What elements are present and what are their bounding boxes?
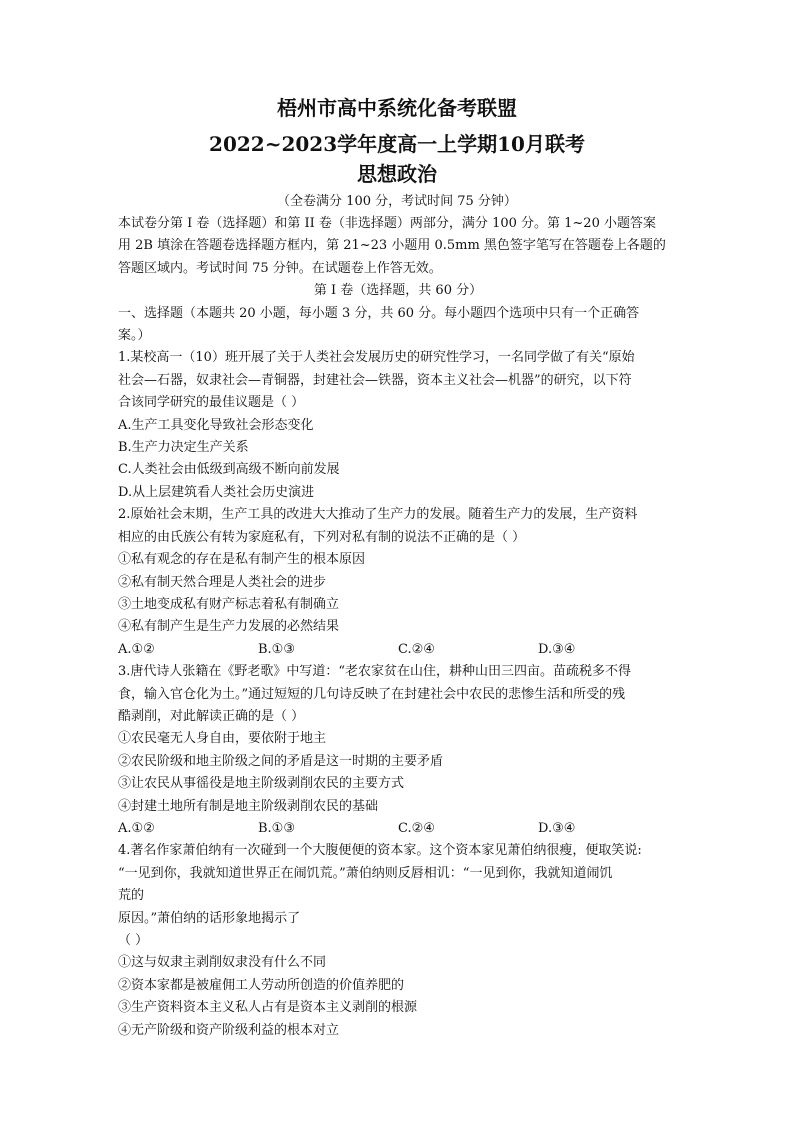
question-stem-line: 社会—石器，奴隶社会—青铜器，封建社会—铁器，资本主义社会—机器”的研究，以下符 (118, 372, 632, 388)
instructions (118, 213, 678, 280)
question-1 (118, 347, 678, 504)
question-stem-line: 荒的 (118, 888, 145, 904)
choice-b: B.①③ (258, 641, 295, 657)
question-stem-line: 相应的由氏族公有转为家庭私有，下列对私有制的说法不正确的是（ ） (118, 529, 526, 545)
question-stem-line: 1.某校高一（10）班开展了关于人类社会发展历史的研究性学习，一名同学做了有关“原始 (118, 350, 635, 366)
choice-c: C.②④ (398, 641, 435, 657)
score-time-note: （全卷满分 100 分，考试时间 75 分钟） (277, 194, 517, 209)
choice-c: C.②④ (398, 820, 435, 836)
exam-content (118, 213, 678, 1042)
statement-item: ②私有制天然合理是人类社会的进步 (118, 574, 327, 590)
part1-heading: 第 I 卷（选择题，共 60 分） (313, 283, 483, 299)
question-stem-line: 2.原始社会末期，生产工具的改进大大推动了生产力的发展。随着生产力的发展，生产资料 (118, 507, 638, 523)
question-stem-line: 合该同学研究的最佳议题是（ ） (118, 395, 305, 411)
question-2 (118, 504, 678, 661)
statement-item: ②农民阶级和地主阶级之间的矛盾是这一时期的主要矛盾 (118, 753, 444, 769)
section-heading-line: 案。） (118, 328, 151, 344)
statement-item: ①私有观念的存在是私有制产生的根本原因 (118, 552, 366, 568)
question-4 (118, 840, 678, 1042)
instruction-line: 用 2B 填涂在答题卷选择题方框内，第 21~23 小题用 0.5mm 黑色签字笔写在答题卷上各题的 (118, 238, 666, 254)
question-stem-line: 3.唐代诗人张籍在《野老歌》中写道：“老农家贫在山住，耕种山田三四亩。苗疏税多不得 (118, 664, 632, 680)
choice-d: D.③④ (538, 641, 576, 657)
choice-a: A.①② (118, 820, 155, 836)
option-a: A.生产工具变化导致社会形态变化 (118, 417, 314, 433)
instruction-line: 本试卷分第 I 卷（选择题）和第 II 卷（非选择题）两部分，满分 100 分。第 1~20 小题答案 (118, 216, 656, 231)
statement-item: ①这与奴隶主剥削奴隶没有什么不同 (118, 955, 327, 971)
question-stem-line: “一见到你，我就知道世界正在闹饥荒。”萧伯纳则反唇相讥：“一见到你，我就知道闹饥 (118, 865, 613, 881)
question-stem-line: （ ） (118, 933, 149, 948)
statement-item: ③生产资料资本主义私人占有是资本主义剥削的根源 (118, 1000, 418, 1016)
option-d: D.从上层建筑看人类社会历史演进 (118, 484, 315, 500)
instruction-line: 答题区域内。考试时间 75 分钟。在试题卷上作答无效。 (118, 260, 442, 276)
alliance-title: 梧州市高中系统化备考联盟 (277, 96, 517, 120)
statement-item: ④封建土地所有制是地主阶级剥削农民的基础 (118, 798, 379, 814)
section-heading-line: 一、选择题（本题共 20 小题，每小题 3 分，共 60 分。每小题四个选项中只有一个正确答 (118, 305, 640, 321)
option-b: B.生产力决定生产关系 (118, 440, 249, 456)
choice-b: B.①③ (258, 820, 295, 836)
question-stem-line: 原因。”萧伯纳的话形象地揭示了 (118, 910, 301, 926)
statement-item: ④私有制产生是生产力发展的必然结果 (118, 619, 340, 635)
subject-title: 思想政治 (357, 162, 437, 186)
section-heading (118, 303, 678, 348)
exam-title: 2022~2023学年度高一上学期10月联考 (209, 132, 585, 156)
question-stem-line: 4.著名作家萧伯纳有一次碰到一个大腹便便的资本家。这个资本家见萧伯纳很瘦，便取笑说: (118, 843, 642, 859)
statement-item: ①农民毫无人身自由，要依附于地主 (118, 731, 327, 747)
statement-item: ②资本家都是被雇佣工人劳动所创造的价值养肥的 (118, 977, 405, 993)
statement-item: ③土地变成私有财产标志着私有制确立 (118, 596, 340, 612)
question-stem-line: 食，输入官仓化为土。”通过短短的几句诗反映了在封建社会中农民的悲惨生活和所受的残 (118, 686, 626, 702)
answer-choices (118, 639, 678, 661)
choice-a: A.①② (118, 641, 155, 657)
option-c: C.人类社会由低级到高级不断向前发展 (118, 462, 340, 478)
statement-item: ④无产阶级和资产阶级利益的根本对立 (118, 1022, 340, 1038)
question-stem-line: 酷剥削，对此解读正确的是（ ） (118, 708, 305, 724)
question-3 (118, 661, 678, 840)
answer-choices (118, 818, 678, 840)
choice-d: D.③④ (538, 820, 576, 836)
statement-item: ③让农民从事徭役是地主阶级剥削农民的主要方式 (118, 776, 405, 792)
